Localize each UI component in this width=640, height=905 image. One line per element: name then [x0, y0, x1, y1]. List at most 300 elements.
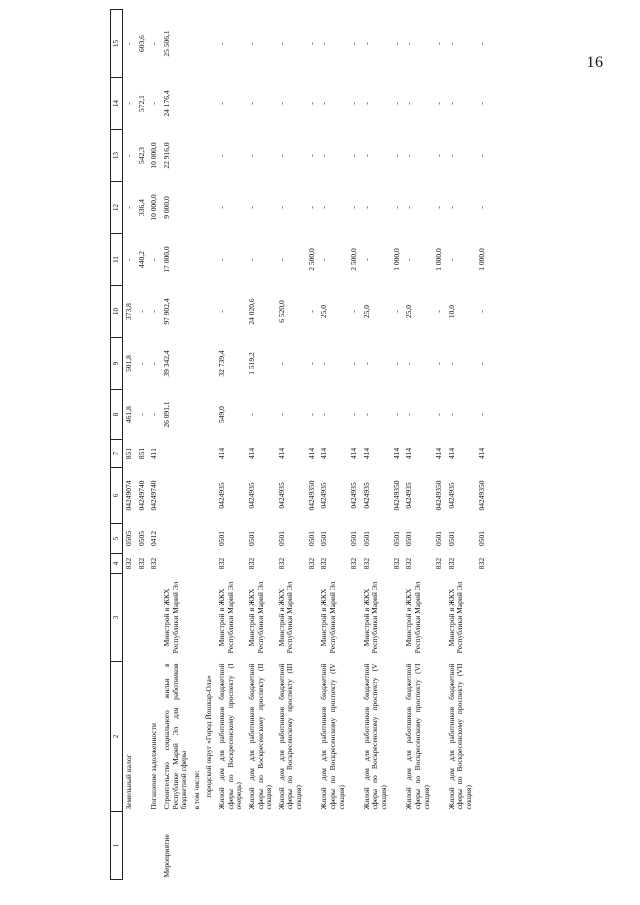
executor-cell [203, 574, 216, 662]
value-cell-c6: 04249740 [136, 480, 146, 511]
value-cell-c11: - [217, 258, 226, 261]
table-body [123, 10, 489, 880]
value-cell-c8: - [476, 413, 486, 416]
value-cell-c8: 26 091,1 [161, 401, 171, 428]
value-cell-c12: - [404, 206, 414, 209]
value-cell-c11: - [149, 258, 159, 261]
value-cell-c13: 10 000,0 [149, 142, 159, 169]
value-cell-c9: - [476, 362, 486, 365]
value-cell-c13: - [434, 154, 444, 157]
value-cell-c5: 0501 [391, 531, 401, 546]
value-cell-c13: - [124, 154, 133, 157]
executor-cell: Минстрой и ЖКХ Республики Марий Эл [404, 581, 422, 654]
value-cell-c9: - [319, 362, 329, 365]
executor-cell: Минстрой и ЖКХ Республики Марий Эл [446, 581, 465, 654]
value-cell-c13: - [361, 154, 371, 157]
description-cell: Жилой дом для работников бюджетной сферы по Воскресенскому проспекту (I очередь) [217, 663, 244, 810]
table-row [123, 10, 136, 880]
executor-cell: Минстрой и ЖКХ Республики Марий Эл [361, 581, 380, 654]
value-cell-c10 [203, 286, 216, 338]
value-cell-c15: 25 506,1 [161, 30, 171, 57]
value-cell-c8: - [404, 413, 414, 416]
value-cell-c9: - [446, 362, 456, 365]
value-cell-c4: 832 [217, 557, 226, 570]
value-cell-c9: - [136, 362, 146, 365]
executor-cell [476, 574, 489, 662]
value-cell-c14: - [434, 102, 444, 105]
value-cell-c4: 832 [276, 557, 286, 570]
table-row [246, 10, 276, 880]
value-cell-c7: 414 [404, 447, 414, 460]
description-cell: Земельный налог [124, 754, 133, 810]
value-cell-c11 [191, 234, 204, 286]
page-number: 16 [586, 54, 604, 71]
value-cell-c6: 04249074 [124, 480, 133, 511]
value-cell-c12 [191, 182, 204, 234]
description-cell: Жилой дом для работников бюджетной сферы по Воскресенскому проспекту (VII секция) [446, 663, 473, 810]
value-cell-c6: 04249350 [306, 480, 316, 511]
description-cell: Жилой дом для работников бюджетной сферы по Воскресенскому проспекту (III секция) [276, 663, 303, 810]
value-cell-c7: 851 [136, 447, 146, 460]
value-cell-c9: - [361, 362, 371, 365]
value-cell-c5: 0501 [361, 531, 371, 546]
value-cell-c15 [203, 10, 216, 78]
value-cell-c8: - [391, 413, 401, 416]
description-cell: Жилой дом для работников бюджетной сферы по Воскресенскому проспекту (IV секция) [319, 663, 346, 810]
table-row [148, 10, 161, 880]
value-cell-c10: - [476, 310, 486, 313]
value-cell-c14: - [361, 102, 371, 105]
value-cell-c12: 336,4 [136, 199, 146, 216]
value-cell-c15: - [124, 42, 133, 45]
header-cell-col-3: 3 [111, 574, 123, 662]
value-cell-c7: 414 [217, 447, 226, 460]
value-cell-c10: 25,0 [319, 304, 329, 319]
value-cell-c14: - [446, 102, 456, 105]
executor-cell [148, 574, 161, 662]
category-cell [476, 812, 489, 880]
table-row [276, 10, 306, 880]
value-cell-c7: 414 [476, 447, 486, 460]
value-cell-c10: - [434, 310, 444, 313]
header-cell-col-10: 10 [111, 286, 123, 338]
value-cell-c15 [191, 10, 204, 78]
header-cell-col-6: 6 [111, 468, 123, 524]
value-cell-c7: 414 [246, 447, 256, 460]
value-cell-c13: - [217, 154, 226, 157]
table-row [446, 10, 476, 880]
value-cell-c10: 25,0 [361, 304, 371, 319]
value-cell-c4: 832 [391, 557, 401, 570]
category-cell [348, 812, 361, 880]
value-cell-c12: - [391, 206, 401, 209]
value-cell-c8: - [319, 413, 329, 416]
value-cell-c7: 414 [306, 447, 316, 460]
category-cell [148, 812, 161, 880]
value-cell-c9 [203, 338, 216, 390]
value-cell-c4 [203, 554, 216, 574]
value-cell-c5: 0501 [349, 531, 359, 546]
value-cell-c15: - [149, 42, 159, 45]
value-cell-c15: - [246, 42, 256, 45]
value-cell-c15: 603,6 [136, 35, 146, 52]
table-row [433, 10, 446, 880]
executor-cell [433, 574, 446, 662]
value-cell-c9: 1 519,2 [246, 352, 256, 375]
value-cell-c4: 832 [306, 557, 316, 570]
category-cell [216, 812, 246, 880]
value-cell-c14: - [149, 102, 159, 105]
value-cell-c7: 414 [434, 447, 444, 460]
value-cell-c9: - [434, 362, 444, 365]
value-cell-c11: 440,2 [136, 251, 146, 268]
value-cell-c15: - [361, 42, 371, 45]
table-row [361, 10, 391, 880]
executor-cell: Минстрой и ЖКХ Республики Марий Эл [319, 581, 337, 654]
value-cell-c13: - [276, 154, 286, 157]
value-cell-c7: 414 [391, 447, 401, 460]
value-cell-c7: 414 [361, 447, 371, 460]
category-cell [123, 812, 136, 880]
value-cell-c14: - [246, 102, 256, 105]
value-cell-c8: - [434, 413, 444, 416]
executor-cell [391, 574, 404, 662]
value-cell-c13: - [404, 154, 414, 157]
value-cell-c4: 832 [319, 557, 329, 570]
value-cell-c7: 414 [349, 447, 359, 460]
value-cell-c11: - [446, 258, 456, 261]
header-cell-col-4: 4 [111, 554, 123, 574]
header-cell-col-5: 5 [111, 524, 123, 554]
value-cell-c12: 9 000,0 [161, 196, 171, 219]
value-cell-c11: - [124, 258, 133, 261]
value-cell-c12: - [361, 206, 371, 209]
description-cell [136, 662, 149, 812]
value-cell-c6: 0424935 [246, 482, 256, 509]
value-cell-c4: 832 [476, 557, 486, 570]
table-row [161, 10, 191, 880]
value-cell-c14: - [391, 102, 401, 105]
value-cell-c9: - [404, 362, 414, 365]
value-cell-c6 [191, 468, 204, 524]
value-cell-c5: 0501 [217, 531, 226, 546]
value-cell-c10: 10,0 [446, 304, 456, 319]
value-cell-c11 [203, 234, 216, 286]
value-cell-c14: 24 176,4 [161, 90, 171, 117]
value-cell-c4: 832 [124, 557, 133, 570]
value-cell-c9: 32 739,4 [217, 350, 226, 377]
header-cell-col-8: 8 [111, 390, 123, 440]
value-cell-c11: 17 000,0 [161, 246, 171, 273]
value-cell-c13: - [349, 154, 359, 157]
value-cell-c9: - [391, 362, 401, 365]
value-cell-c7 [191, 440, 204, 468]
description-cell [476, 662, 489, 812]
value-cell-c14: - [404, 102, 414, 105]
value-cell-c4 [191, 554, 204, 574]
category-cell [246, 812, 276, 880]
value-cell-c11: - [404, 258, 414, 261]
description-cell: в том числе: [191, 770, 201, 810]
value-cell-c10: 6 520,0 [276, 300, 286, 323]
value-cell-c9: 39 342,4 [161, 350, 171, 377]
value-cell-c14: - [276, 102, 286, 105]
executor-cell [306, 574, 319, 662]
description-cell: Жилой дом для работников бюджетной сферы по Воскресенскому проспекту (II секция) [246, 663, 274, 810]
header-cell-col-13: 13 [111, 130, 123, 182]
value-cell-c5: 0501 [404, 531, 414, 546]
value-cell-c10: - [391, 310, 401, 313]
executor-cell [136, 574, 149, 662]
value-cell-c8: 549,0 [217, 406, 226, 423]
executor-cell [348, 574, 361, 662]
value-cell-c11: 2 500,0 [306, 248, 316, 271]
value-cell-c6 [161, 468, 191, 524]
value-cell-c12: - [246, 206, 256, 209]
value-cell-c8: - [149, 413, 159, 416]
value-cell-c13: - [446, 154, 456, 157]
header-cell-col-15: 15 [111, 10, 123, 78]
value-cell-c12: - [476, 206, 486, 209]
header-row [111, 10, 123, 880]
value-cell-c6: 0424935 [276, 482, 286, 509]
value-cell-c6: 0424935 [404, 482, 414, 509]
header-cell-col-7: 7 [111, 440, 123, 468]
table-row [318, 10, 348, 880]
value-cell-c11: 2 500,0 [349, 248, 359, 271]
value-cell-c5: 0501 [246, 531, 256, 546]
value-cell-c15: - [217, 42, 226, 45]
value-cell-c11: - [246, 258, 256, 261]
table-row [348, 10, 361, 880]
value-cell-c8: - [136, 413, 146, 416]
header-cell-col-1: 1 [111, 812, 123, 880]
value-cell-c14: - [306, 102, 316, 105]
table-row [476, 10, 489, 880]
category-cell [446, 812, 476, 880]
value-cell-c7: 411 [149, 448, 159, 459]
category-cell [203, 812, 216, 880]
value-cell-c4: 832 [349, 557, 359, 570]
value-cell-c10: 373,8 [124, 303, 133, 320]
value-cell-c12: - [349, 206, 359, 209]
value-cell-c15: - [319, 42, 329, 45]
value-cell-c12: - [446, 206, 456, 209]
description-cell: Строительство социального жилья в Республике Марий Эл для работников бюджетной сферы [161, 663, 189, 810]
category-cell [318, 812, 348, 880]
category-cell [433, 812, 446, 880]
value-cell-c10: 97 902,4 [161, 298, 171, 325]
value-cell-c7: 414 [446, 447, 456, 460]
value-cell-c12: 10 000,0 [149, 194, 159, 221]
value-cell-c5: 0505 [124, 531, 133, 546]
value-cell-c10: - [149, 310, 159, 313]
executor-cell: Минстрой и ЖКХ Республики Марий Эл [246, 581, 265, 654]
value-cell-c6: 0424935 [319, 482, 329, 509]
value-cell-c9 [191, 338, 204, 390]
value-cell-c12: - [217, 206, 226, 209]
value-cell-c8: - [446, 413, 456, 416]
value-cell-c8: - [349, 413, 359, 416]
value-cell-c6: 0424935 [217, 482, 226, 509]
category-cell [306, 812, 319, 880]
value-cell-c14: - [319, 102, 329, 105]
value-cell-c13: - [476, 154, 486, 157]
value-cell-c13 [203, 130, 216, 182]
description-cell: Жилой дом для работников бюджетной сферы по Воскресенскому проспекту (VI секция) [404, 663, 431, 810]
value-cell-c13: - [391, 154, 401, 157]
value-cell-c12: - [124, 206, 133, 209]
table-row [216, 10, 246, 880]
table-row [203, 10, 216, 880]
value-cell-c9: - [149, 362, 159, 365]
description-cell: городской округ «Город Йошкар-Ола» [204, 675, 214, 798]
value-cell-c15: - [276, 42, 286, 45]
executor-cell: Минстрой и ЖКХ Республики Марий Эл [161, 581, 180, 654]
table-row [391, 10, 404, 880]
value-cell-c11: 1 000,0 [434, 248, 444, 271]
value-cell-c15: - [391, 42, 401, 45]
value-cell-c10: - [136, 310, 146, 313]
value-cell-c9: - [349, 362, 359, 365]
value-cell-c6: 0424935 [446, 482, 456, 509]
executor-cell [123, 574, 136, 662]
value-cell-c11: - [361, 258, 371, 261]
table-row [403, 10, 433, 880]
value-cell-c6: 0424935 [349, 482, 359, 509]
table-row [306, 10, 319, 880]
value-cell-c12: - [319, 206, 329, 209]
value-cell-c10: - [349, 310, 359, 313]
value-cell-c10: 25,0 [404, 304, 414, 319]
value-cell-c14: 572,1 [136, 95, 146, 112]
value-cell-c11: 1 000,0 [476, 248, 486, 271]
value-cell-c14: - [217, 102, 226, 105]
value-cell-c12: - [276, 206, 286, 209]
value-cell-c6: 04249350 [476, 480, 486, 511]
value-cell-c15: - [446, 42, 456, 45]
description-cell [348, 662, 361, 812]
value-cell-c13: 22 916,0 [161, 142, 171, 169]
value-cell-c15: - [476, 42, 486, 45]
value-cell-c11: - [276, 258, 286, 261]
value-cell-c7: 851 [124, 447, 133, 460]
value-cell-c9: - [276, 362, 286, 365]
description-cell: Жилой дом для работников бюджетной сферы по Воскресенскому проспекту (V секция) [361, 663, 388, 810]
value-cell-c6: 0424935 [361, 482, 371, 509]
category-cell [191, 812, 204, 880]
value-cell-c14: - [349, 102, 359, 105]
value-cell-c4: 832 [404, 557, 414, 570]
value-cell-c5: 0501 [306, 531, 316, 546]
category-cell [403, 812, 433, 880]
value-cell-c12 [203, 182, 216, 234]
value-cell-c13 [191, 130, 204, 182]
header-cell-col-9: 9 [111, 338, 123, 390]
value-cell-c15: - [349, 42, 359, 45]
value-cell-c14: - [124, 102, 133, 105]
category-cell [391, 812, 404, 880]
value-cell-c11: - [319, 258, 329, 261]
value-cell-c10: - [306, 310, 316, 313]
value-cell-c11: 1 000,0 [391, 248, 401, 271]
value-cell-c15: - [404, 42, 414, 45]
budget-table [110, 9, 488, 880]
description-cell [391, 662, 404, 812]
value-cell-c8 [191, 390, 204, 440]
value-cell-c14 [203, 78, 216, 130]
value-cell-c15: - [306, 42, 316, 45]
value-cell-c7: 414 [319, 447, 329, 460]
value-cell-c9: - [306, 362, 316, 365]
value-cell-c5 [203, 524, 216, 554]
value-cell-c5: 0412 [149, 531, 159, 546]
value-cell-c6 [203, 468, 216, 524]
value-cell-c5 [191, 524, 204, 554]
value-cell-c8: - [276, 413, 286, 416]
value-cell-c4: 832 [246, 557, 256, 570]
value-cell-c4: 832 [361, 557, 371, 570]
value-cell-c4 [161, 554, 191, 574]
value-cell-c14: - [476, 102, 486, 105]
header-cell-col-2: 2 [111, 662, 123, 812]
value-cell-c5: 0501 [476, 531, 486, 546]
category-cell [276, 812, 306, 880]
value-cell-c4: 832 [434, 557, 444, 570]
value-cell-c13: - [306, 154, 316, 157]
value-cell-c5: 0501 [446, 531, 456, 546]
header-cell-col-14: 14 [111, 78, 123, 130]
value-cell-c7 [203, 440, 216, 468]
value-cell-c5: 0501 [276, 531, 286, 546]
value-cell-c8: - [361, 413, 371, 416]
value-cell-c9: 501,8 [124, 355, 133, 372]
value-cell-c6: 04249350 [391, 480, 401, 511]
category-cell [361, 812, 391, 880]
value-cell-c8: 461,8 [124, 406, 133, 423]
value-cell-c8 [203, 390, 216, 440]
value-cell-c5: 0501 [319, 531, 329, 546]
value-cell-c8: - [306, 413, 316, 416]
description-cell: Погашение задолженности [149, 723, 159, 810]
value-cell-c10: 24 020,6 [246, 298, 256, 325]
header-cell-col-11: 11 [111, 234, 123, 286]
value-cell-c14 [191, 78, 204, 130]
value-cell-c15: - [434, 42, 444, 45]
value-cell-c7: 414 [276, 447, 286, 460]
rotated-table-container [110, 10, 630, 880]
value-cell-c5: 0505 [136, 531, 146, 546]
value-cell-c10 [191, 286, 204, 338]
description-cell [433, 662, 446, 812]
value-cell-c4: 832 [446, 557, 456, 570]
value-cell-c13: - [319, 154, 329, 157]
table-row [191, 10, 204, 880]
executor-cell: Минстрой и ЖКХ Республики Марий Эл [276, 581, 295, 654]
value-cell-c5: 0501 [434, 531, 444, 546]
value-cell-c8: - [246, 413, 256, 416]
category-cell [136, 812, 149, 880]
header-cell-col-12: 12 [111, 182, 123, 234]
value-cell-c4: 832 [149, 557, 159, 570]
value-cell-c7 [161, 440, 191, 468]
executor-cell: Минстрой и ЖКХ Республики Марий Эл [217, 581, 235, 654]
description-cell [306, 662, 319, 812]
value-cell-c13: - [246, 154, 256, 157]
value-cell-c12: - [434, 206, 444, 209]
category-cell: Мероприятие [161, 834, 171, 878]
value-cell-c5 [161, 524, 191, 554]
